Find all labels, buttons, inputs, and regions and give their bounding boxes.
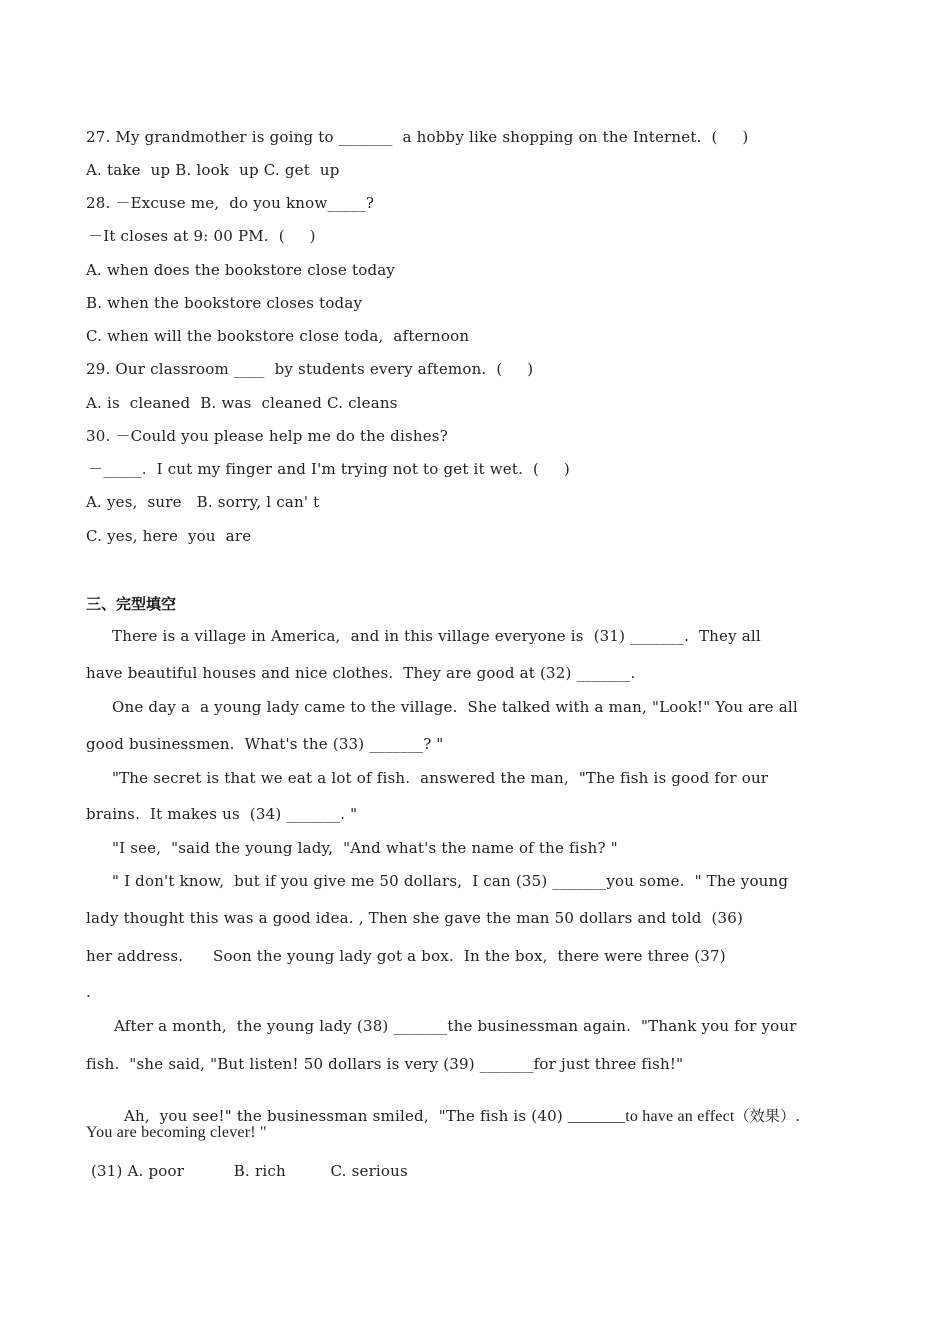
- section-heading: 三、完型填空: [86, 595, 177, 613]
- passage-line: "I see, "said the young lady, "And what's the name of the fish? ": [112, 839, 618, 857]
- question-28-option-a: A. when does the bookstore close today: [86, 261, 396, 279]
- question-28-stem: 28. －Excuse me, do you know_____?: [86, 194, 375, 212]
- passage-line: fish. "she said, "But listen! 50 dollars is very (39) _______for just three fish!": [86, 1055, 684, 1073]
- passage-line: lady thought this was a good idea. , Then she gave the man 50 dollars and told (36): [86, 909, 744, 927]
- passage-line: good businessmen. What's the (33) _______? ": [86, 735, 444, 753]
- passage-segment: （效果）.: [734, 1107, 801, 1125]
- question-28-option-c: C. when will the bookstore close toda, afternoon: [86, 327, 470, 345]
- passage-line: [114, 1086, 800, 1127]
- passage-line: .: [86, 983, 91, 1001]
- question-29-options: A. is cleaned B. was cleaned C. cleans: [86, 394, 398, 412]
- question-28-option-b: B. when the bookstore closes today: [86, 294, 363, 312]
- question-30-stem: 30. －Could you please help me do the dishes?: [86, 427, 448, 445]
- passage-line: One day a a young lady came to the village. She talked with a man, "Look!" You are all: [112, 698, 798, 716]
- passage-line: "The secret is that we eat a lot of fish. answered the man, "The fish is good for our: [112, 769, 769, 787]
- passage-segment: Ah, you see!" the businessman smiled, "The fish is (40): [123, 1107, 568, 1125]
- question-30-option-c: C. yes, here you are: [86, 527, 252, 545]
- passage-segment: _______to have an effect: [567, 1108, 735, 1125]
- passage-line: have beautiful houses and nice clothes. They are good at (32) _______.: [86, 664, 636, 682]
- passage-line: After a month, the young lady (38) _______the businessman again. "Thank you for your: [114, 1017, 797, 1035]
- passage-line: " I don't know, but if you give me 50 dollars, I can (35) _______you some. " The young: [112, 872, 789, 890]
- passage-line: You are becoming clever! ": [86, 1124, 267, 1141]
- question-30-reply: －_____. I cut my finger and I'm trying not to get it wet. ( ): [88, 460, 570, 478]
- choice-31: (31) A. poor B. rich C. serious: [86, 1162, 408, 1180]
- passage-line: brains. It makes us (34) _______. ": [86, 805, 358, 823]
- question-27-stem: 27. My grandmother is going to _______ a hobby like shopping on the Internet. ( ): [86, 128, 749, 146]
- question-29-stem: 29. Our classroom ____ by students every aftemon. ( ): [86, 360, 534, 378]
- question-28-reply: －It closes at 9: 00 PM. ( ): [88, 227, 316, 245]
- question-27-options: A. take up B. look up C. get up: [86, 161, 340, 179]
- passage-line: There is a village in America, and in this village everyone is (31) _______. They all: [112, 627, 761, 645]
- question-30-option-ab: A. yes, sure B. sorry, l can' t: [86, 493, 320, 511]
- passage-line: her address. Soon the young lady got a box. In the box, there were three (37): [86, 947, 726, 965]
